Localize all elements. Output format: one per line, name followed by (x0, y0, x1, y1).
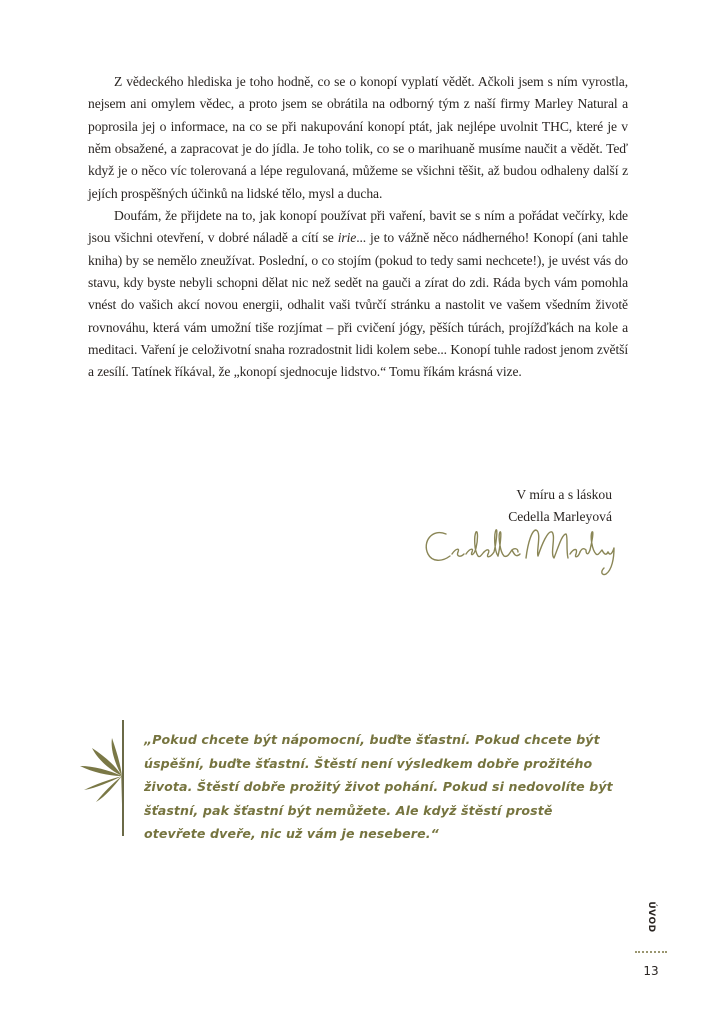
signoff-greeting: V míru a s láskou (516, 487, 612, 502)
body-text (88, 71, 628, 384)
paragraph-1: Z vědeckého hlediska je toho hodně, co se o konopí vyplatí vědět. Ačkoli jsem s ním vyrostla, nejsem ani omylem vědec, a proto jsem se obrátila na odborný tým z naší firmy Marley Natural a poprosila jej o informace, na co se při nakupování konopí ptát, jak nejlépe uvolnit THC, které je v něm obsažené, a zapracovat je do jídla. Je toho tolik, co se o marihuaně musíme naučit a vědět. Teď když je o něco víc tolerovaná a lépe regulovaná, můžeme se všichni těšit, až budou odhaleny další z jejích prospěšných účinků na lidské tělo, mysl a ducha. (88, 74, 628, 201)
quote-text: „Pokud chcete být nápomocní, buďte šťastní. Pokud chcete být úspěšní, buďte šťastní. Štěstí není výsledkem dobře prožitého života. Štěstí dobře prožitý život pohání. Pokud si nedovolíte být šťastní, pak šťastní být nemůžete. Ale když štěstí prostě otevřete dveře, nic už vám je nesebere.“ (144, 732, 613, 841)
dotted-divider (635, 951, 667, 953)
italic-word-irie: irie (337, 230, 357, 246)
chapter-tab (635, 900, 667, 940)
quote-rule (122, 720, 124, 836)
pull-quote (76, 720, 636, 841)
handwritten-signature (420, 518, 620, 580)
page-number: 13 (643, 964, 659, 978)
paragraph-2-end: ... je to vážně něco nádherného! Konopí (ani tahle kniha) by se nemělo zneužívat. Poslední, o co stojím (pokud to tedy sami nechcete!), je uvést vás do stavu, kdy byste nebyli schopni dělat nic než sedět na gauči a zírat do zdi. Ráda bych vám pomohla vnést do vašich akcí novou energii, odhalit vaši tvůrčí stránku a nastolit ve vašem všedním životě rovnováhu, která vám umožní tiše rozjímat – při cvičení jógy, pěších túrách, projížďkách na kole a meditaci. Vaření je celoživotní snaha rozradostnit lidi kolem sebe... Konopí tuhle radost jenom zvětší a zesílí. Tatínek říkával, že „konopí sjednocuje lidstvo.“ Tomu říkám krásná vize. (88, 230, 628, 380)
paragraph-2 (88, 205, 628, 384)
cannabis-leaf-icon (76, 736, 124, 816)
signoff-name: Cedella Marleyová (508, 509, 612, 524)
paragraph-2-start: Doufám, že přijdete na to, jak konopí používat při vaření, bavit se s ním a pořádat večírky, kde jsou všichni otevření, v dobré náladě a cítí se (88, 208, 628, 246)
chapter-tab-label: ÚVOD (646, 901, 656, 933)
